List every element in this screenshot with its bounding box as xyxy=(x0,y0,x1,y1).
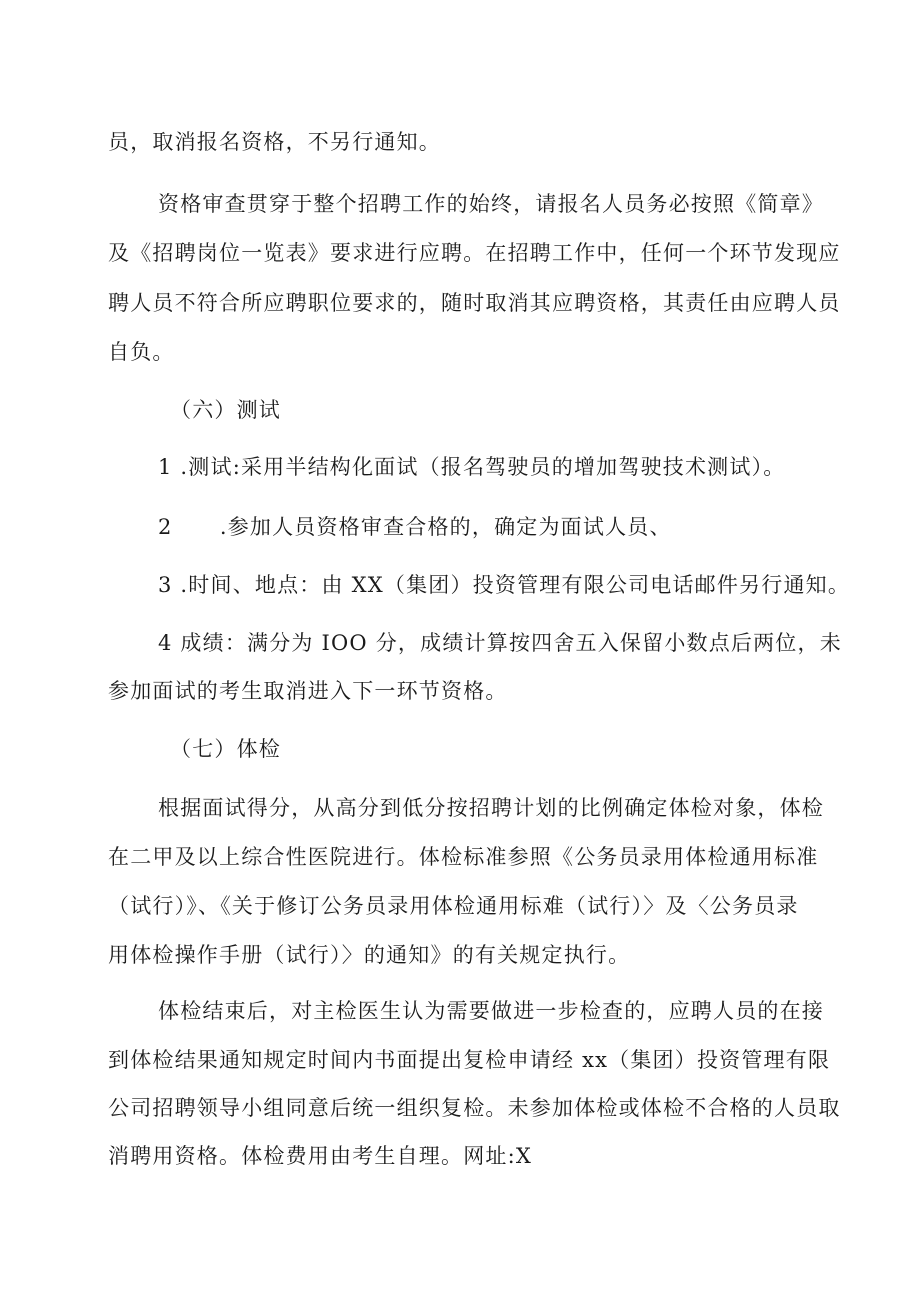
text-line: 在二甲及以上综合性医院进行。体检标准参照《公务员录用体检通用标准 xyxy=(108,845,819,869)
text-line: 公司招聘领导小组同意后统一组织复检。未参加体检或体检不合格的人员取 xyxy=(108,1096,841,1120)
list-item: 4 成绩：满分为 IOO 分，成绩计算按四舍五入保留小数点后两位，未 xyxy=(158,631,842,655)
text-line: 根据面试得分，从高分到低分按招聘计划的比例确定体检对象，体检 xyxy=(158,796,824,820)
list-item: 1 .测试:采用半结构化面试（报名驾驶员的增加驾驶技术测试）。 xyxy=(158,455,786,479)
text-line: 参加面试的考生取消进入下一环节资格。 xyxy=(108,679,508,703)
section-heading: （六）测试 xyxy=(170,398,281,422)
section-heading: （七）体检 xyxy=(170,737,281,761)
list-item: 3 .时间、地点：由 XX（集团）投资管理有限公司电话邮件另行通知。 xyxy=(158,573,851,597)
text-line: （试行）》、《关于修订公务员录用体检通用标难（试行）〉及〈公务员录 xyxy=(108,894,799,918)
text-line: 员，取消报名资格，不另行通知。 xyxy=(108,130,441,154)
text-line: 到体检结果通知规定时间内书面提出复检申请经 xx（集团）投资管理有限 xyxy=(108,1048,831,1072)
list-item: 2 .参加人员资格审查合格的，确定为面试人员、 xyxy=(158,515,672,539)
text-line: 资格审查贯穿于整个招聘工作的始终，请报名人员务必按照《简章》 xyxy=(158,192,824,216)
text-line: 聘人员不符合所应聘职位要求的，随时取消其应聘资格，其责任由应聘人员 xyxy=(108,291,841,315)
text-line: 及《招聘岗位一览表》要求进行应聘。在招聘工作中，任何一个环节发现应 xyxy=(108,241,841,265)
text-line: 消聘用资格。体检费用由考生自理。网址:X xyxy=(108,1144,533,1168)
text-line: 用体检操作手册（试行）〉的通知》的有关规定执行。 xyxy=(108,943,631,967)
text-line: 自负。 xyxy=(108,340,175,364)
text-line: 体检结束后，对主检医生认为需要做进一步检查的，应聘人员的在接 xyxy=(158,999,824,1023)
